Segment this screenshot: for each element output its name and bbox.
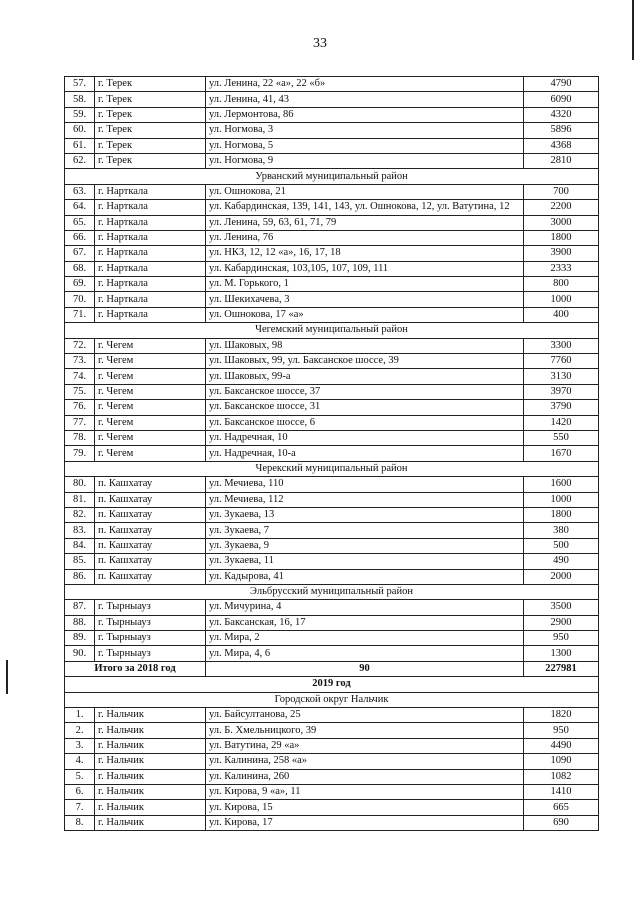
row-number: 69. (65, 277, 95, 292)
row-value: 2000 (524, 569, 599, 584)
row-value: 700 (524, 184, 599, 199)
row-value: 6090 (524, 92, 599, 107)
row-value: 950 (524, 723, 599, 738)
row-value: 1670 (524, 446, 599, 461)
row-address: ул. Байсултанова, 25 (206, 708, 524, 723)
row-value: 1820 (524, 708, 599, 723)
row-address: ул. Шаковых, 99-а (206, 369, 524, 384)
row-address: ул. Кирова, 15 (206, 800, 524, 815)
row-address: ул. Зукаева, 7 (206, 523, 524, 538)
scan-edge-mark-left (6, 660, 8, 694)
year-heading: 2019 год (65, 677, 599, 692)
row-value: 1000 (524, 492, 599, 507)
row-number: 67. (65, 246, 95, 261)
row-value: 2200 (524, 200, 599, 215)
table-row (65, 107, 599, 122)
row-town: г. Нальчик (95, 784, 206, 799)
row-number: 66. (65, 230, 95, 245)
row-number: 85. (65, 554, 95, 569)
houses-table (64, 76, 599, 831)
row-value: 2810 (524, 153, 599, 168)
row-number: 1. (65, 708, 95, 723)
section-heading: Чегемский муниципальный район (65, 323, 599, 338)
row-value: 1420 (524, 415, 599, 430)
table-row (65, 430, 599, 445)
table-row (65, 523, 599, 538)
row-address: ул. Ленина, 41, 43 (206, 92, 524, 107)
row-number: 57. (65, 77, 95, 92)
total-count: 90 (206, 661, 524, 676)
row-number: 3. (65, 738, 95, 753)
section-row (65, 461, 599, 476)
row-value: 665 (524, 800, 599, 815)
row-number: 75. (65, 384, 95, 399)
row-town: г. Нарткала (95, 230, 206, 245)
row-address: ул. Баксанское шоссе, 6 (206, 415, 524, 430)
table-summary (65, 661, 599, 707)
row-town: г. Терек (95, 123, 206, 138)
row-town: п. Кашхатау (95, 477, 206, 492)
row-address: ул. Лермонтова, 86 (206, 107, 524, 122)
row-value: 3130 (524, 369, 599, 384)
table-row (65, 569, 599, 584)
row-value: 950 (524, 631, 599, 646)
row-town: г. Тырныауз (95, 646, 206, 661)
row-town: г. Нарткала (95, 215, 206, 230)
row-value: 490 (524, 554, 599, 569)
row-town: г. Нальчик (95, 754, 206, 769)
row-town: п. Кашхатау (95, 554, 206, 569)
row-value: 500 (524, 538, 599, 553)
row-town: г. Тырныауз (95, 631, 206, 646)
row-number: 59. (65, 107, 95, 122)
table-row (65, 492, 599, 507)
row-value: 4490 (524, 738, 599, 753)
row-number: 84. (65, 538, 95, 553)
section-heading: Эльбрусский муниципальный район (65, 584, 599, 599)
table-row (65, 369, 599, 384)
row-town: г. Чегем (95, 369, 206, 384)
table-row (65, 708, 599, 723)
row-value: 3900 (524, 246, 599, 261)
table-row (65, 246, 599, 261)
row-address: ул. Шаковых, 98 (206, 338, 524, 353)
row-value: 3000 (524, 215, 599, 230)
row-town: г. Чегем (95, 384, 206, 399)
row-number: 77. (65, 415, 95, 430)
table-row (65, 92, 599, 107)
row-address: ул. Калинина, 258 «а» (206, 754, 524, 769)
page-number: 33 (313, 36, 327, 51)
year-row (65, 677, 599, 692)
table-body-2018 (65, 77, 599, 662)
row-address: ул. Зукаева, 9 (206, 538, 524, 553)
section-heading: Урванский муниципальный район (65, 169, 599, 184)
table-row (65, 77, 599, 92)
table-row (65, 215, 599, 230)
section-row (65, 169, 599, 184)
row-number: 81. (65, 492, 95, 507)
row-address: ул. Баксанская, 16, 17 (206, 615, 524, 630)
row-address: ул. Ленина, 22 «а», 22 «б» (206, 77, 524, 92)
row-number: 72. (65, 338, 95, 353)
row-number: 71. (65, 307, 95, 322)
section-heading: Городской округ Нальчик (65, 692, 599, 707)
row-town: г. Чегем (95, 430, 206, 445)
row-number: 73. (65, 354, 95, 369)
row-address: ул. Кабардинская, 139, 141, 143, ул. Ошнокова, 12, ул. Ватутина, 12 (206, 200, 524, 215)
row-town: г. Чегем (95, 354, 206, 369)
row-address: ул. Кирова, 9 «а», 11 (206, 784, 524, 799)
row-value: 3790 (524, 400, 599, 415)
table-row (65, 615, 599, 630)
row-town: г. Нальчик (95, 738, 206, 753)
row-value: 4790 (524, 77, 599, 92)
total-value: 227981 (524, 661, 599, 676)
row-address: ул. Надречная, 10 (206, 430, 524, 445)
row-town: п. Кашхатау (95, 569, 206, 584)
row-town: г. Терек (95, 138, 206, 153)
table-row (65, 277, 599, 292)
table-row (65, 184, 599, 199)
table-row (65, 554, 599, 569)
row-value: 3970 (524, 384, 599, 399)
row-number: 5. (65, 769, 95, 784)
table-row (65, 646, 599, 661)
row-number: 58. (65, 92, 95, 107)
table-row (65, 769, 599, 784)
row-number: 78. (65, 430, 95, 445)
table-row (65, 415, 599, 430)
table-row (65, 507, 599, 522)
row-value: 1300 (524, 646, 599, 661)
row-value: 1800 (524, 230, 599, 245)
row-number: 6. (65, 784, 95, 799)
row-town: г. Нарткала (95, 246, 206, 261)
row-number: 62. (65, 153, 95, 168)
row-value: 1090 (524, 754, 599, 769)
row-town: п. Кашхатау (95, 538, 206, 553)
row-number: 65. (65, 215, 95, 230)
row-address: ул. Ногмова, 3 (206, 123, 524, 138)
table-row (65, 600, 599, 615)
row-town: г. Нарткала (95, 200, 206, 215)
row-address: ул. Б. Хмельницкого, 39 (206, 723, 524, 738)
row-address: ул. Мечиева, 110 (206, 477, 524, 492)
row-number: 70. (65, 292, 95, 307)
row-value: 3300 (524, 338, 599, 353)
row-value: 2333 (524, 261, 599, 276)
row-address: ул. Ошнокова, 21 (206, 184, 524, 199)
row-value: 690 (524, 815, 599, 830)
table-body-2019 (65, 708, 599, 831)
table-row (65, 477, 599, 492)
section-row (65, 584, 599, 599)
row-address: ул. Шаковых, 99, ул. Баксанское шоссе, 39 (206, 354, 524, 369)
row-town: г. Нарткала (95, 307, 206, 322)
row-number: 90. (65, 646, 95, 661)
row-town: г. Тырныауз (95, 615, 206, 630)
row-town: г. Нальчик (95, 769, 206, 784)
row-address: ул. Ногмова, 5 (206, 138, 524, 153)
row-town: г. Нальчик (95, 708, 206, 723)
row-address: ул. Мичурина, 4 (206, 600, 524, 615)
row-number: 88. (65, 615, 95, 630)
row-address: ул. Зукаева, 13 (206, 507, 524, 522)
row-address: ул. Зукаева, 11 (206, 554, 524, 569)
table-row (65, 723, 599, 738)
row-number: 86. (65, 569, 95, 584)
row-town: г. Чегем (95, 415, 206, 430)
row-value: 5896 (524, 123, 599, 138)
row-number: 74. (65, 369, 95, 384)
row-town: г. Нарткала (95, 277, 206, 292)
row-town: г. Чегем (95, 446, 206, 461)
row-address: ул. Калинина, 260 (206, 769, 524, 784)
row-town: г. Терек (95, 153, 206, 168)
row-number: 63. (65, 184, 95, 199)
row-town: г. Нальчик (95, 800, 206, 815)
row-value: 1800 (524, 507, 599, 522)
table-row (65, 738, 599, 753)
row-number: 80. (65, 477, 95, 492)
row-address: ул. М. Горького, 1 (206, 277, 524, 292)
row-value: 380 (524, 523, 599, 538)
row-town: г. Терек (95, 107, 206, 122)
row-number: 89. (65, 631, 95, 646)
row-town: г. Нарткала (95, 261, 206, 276)
table-row (65, 261, 599, 276)
row-town: г. Терек (95, 92, 206, 107)
row-address: ул. Кирова, 17 (206, 815, 524, 830)
row-number: 61. (65, 138, 95, 153)
row-town: п. Кашхатау (95, 523, 206, 538)
row-address: ул. Кабардинская, 103,105, 107, 109, 111 (206, 261, 524, 276)
row-address: ул. Кадырова, 41 (206, 569, 524, 584)
row-number: 7. (65, 800, 95, 815)
row-value: 550 (524, 430, 599, 445)
table-row (65, 338, 599, 353)
row-address: ул. НКЗ, 12, 12 «а», 16, 17, 18 (206, 246, 524, 261)
table-row (65, 631, 599, 646)
row-town: г. Нарткала (95, 292, 206, 307)
scan-edge-mark-top (632, 0, 634, 60)
table-row (65, 123, 599, 138)
row-number: 68. (65, 261, 95, 276)
row-value: 3500 (524, 600, 599, 615)
row-value: 4368 (524, 138, 599, 153)
table-row (65, 200, 599, 215)
row-town: г. Нарткала (95, 184, 206, 199)
row-number: 4. (65, 754, 95, 769)
table-row (65, 784, 599, 799)
section-heading: Черекский муниципальный район (65, 461, 599, 476)
row-town: г. Нальчик (95, 815, 206, 830)
table-row (65, 138, 599, 153)
row-value: 1082 (524, 769, 599, 784)
row-number: 60. (65, 123, 95, 138)
row-number: 64. (65, 200, 95, 215)
row-value: 7760 (524, 354, 599, 369)
row-number: 82. (65, 507, 95, 522)
row-address: ул. Ошнокова, 17 «а» (206, 307, 524, 322)
row-address: ул. Надречная, 10-а (206, 446, 524, 461)
row-address: ул. Ногмова, 9 (206, 153, 524, 168)
row-number: 8. (65, 815, 95, 830)
row-town: г. Тырныауз (95, 600, 206, 615)
table-row (65, 754, 599, 769)
row-value: 1410 (524, 784, 599, 799)
table-row (65, 538, 599, 553)
table-row (65, 307, 599, 322)
row-number: 76. (65, 400, 95, 415)
row-value: 4320 (524, 107, 599, 122)
row-town: г. Терек (95, 77, 206, 92)
row-town: п. Кашхатау (95, 507, 206, 522)
row-address: ул. Ленина, 59, 63, 61, 71, 79 (206, 215, 524, 230)
total-row (65, 661, 599, 676)
row-town: п. Кашхатау (95, 492, 206, 507)
row-address: ул. Мира, 2 (206, 631, 524, 646)
row-address: ул. Шекихачева, 3 (206, 292, 524, 307)
row-town: г. Чегем (95, 338, 206, 353)
table-row (65, 354, 599, 369)
table-row (65, 230, 599, 245)
row-address: ул. Мира, 4, 6 (206, 646, 524, 661)
row-address: ул. Баксанское шоссе, 31 (206, 400, 524, 415)
table-row (65, 384, 599, 399)
row-number: 2. (65, 723, 95, 738)
row-town: г. Чегем (95, 400, 206, 415)
table-row (65, 292, 599, 307)
row-address: ул. Ленина, 76 (206, 230, 524, 245)
row-town: г. Нальчик (95, 723, 206, 738)
table-row (65, 446, 599, 461)
row-value: 400 (524, 307, 599, 322)
row-number: 83. (65, 523, 95, 538)
row-number: 79. (65, 446, 95, 461)
section-row (65, 323, 599, 338)
table-row (65, 400, 599, 415)
table-row (65, 800, 599, 815)
row-value: 1000 (524, 292, 599, 307)
row-value: 800 (524, 277, 599, 292)
row-address: ул. Ватутина, 29 «а» (206, 738, 524, 753)
table-row (65, 815, 599, 830)
row-value: 1600 (524, 477, 599, 492)
section-row (65, 692, 599, 707)
table-row (65, 153, 599, 168)
row-number: 87. (65, 600, 95, 615)
row-value: 2900 (524, 615, 599, 630)
total-label: Итого за 2018 год (65, 661, 206, 676)
row-address: ул. Мечиева, 112 (206, 492, 524, 507)
row-address: ул. Баксанское шоссе, 37 (206, 384, 524, 399)
